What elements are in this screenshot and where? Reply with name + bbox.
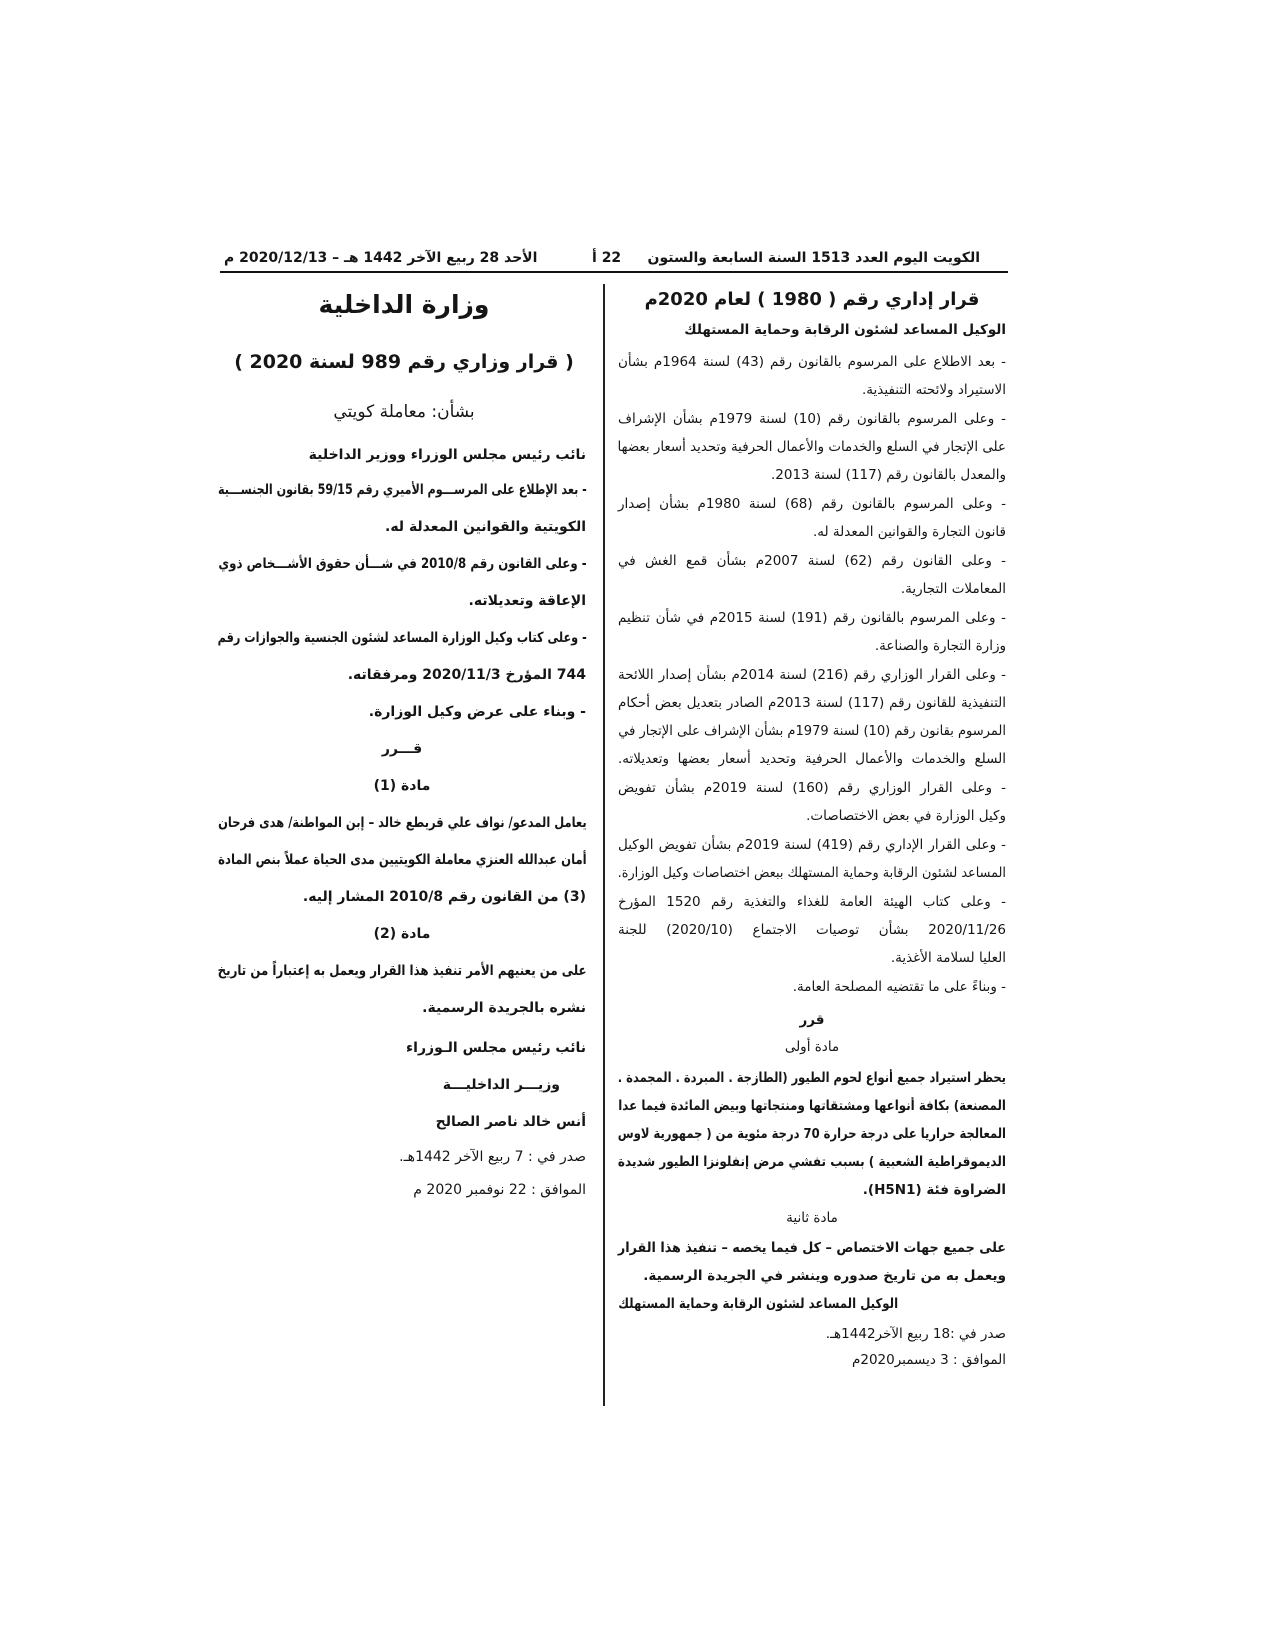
decision-subject: بشأن: معاملة كويتي [333, 402, 475, 422]
preamble-clause [218, 546, 590, 620]
preamble-clause [618, 604, 1006, 660]
text-line: - وعلى القانون رقم 2010/8 في شـــأن حقوق الأشـــخاص ذوي [218, 556, 587, 572]
signature: الوكيل المساعد لشئون الرقابة وحماية المستهلك [618, 1296, 899, 1312]
text-line: - وعلى كتاب وكيل الوزارة المساعد لشئون الجنسية والجوازات رقم [217, 630, 587, 646]
issue-date-gregorian: الموافق : 22 نوفمبر 2020 م [413, 1182, 586, 1198]
issuer-line: نائب رئيس مجلس الوزراء ووزير الداخلية [308, 447, 586, 463]
text-line: - وعلى المرسوم بالقانون رقم (68) لسنة 1980م بشأن إصدار [618, 496, 1006, 512]
text-line: - بعد الاطلاع على المرسوم بالقانون رقم (43) لسنة 1964م بشأن [618, 354, 1007, 370]
text-line: ويعمل به من تاريخ صدوره وينشر في الجريدة الرسمية. [643, 1268, 1006, 1284]
preamble-clause [618, 547, 1006, 603]
article-body [218, 805, 590, 916]
text-line: السلع والخدمات والأعمال الحرفية وتحديد أسعار بعضها وتعديلاته. [618, 751, 1006, 767]
article-heading: مادة ثانية [786, 1210, 838, 1226]
text-line: الكويتية والقوانين المعدلة له. [385, 519, 586, 535]
preamble-clause [618, 973, 1006, 1001]
left-column [218, 284, 590, 1207]
text-line: - وعلى القانون رقم (62) لسنة 2007م بشأن قمع الغش في [618, 553, 1006, 569]
header-rule [220, 271, 1008, 273]
issue-dates [218, 1141, 590, 1207]
text-line: الضراوة فئة (H5N1). [862, 1182, 1006, 1198]
text-line: يحظر استيراد جميع أنواع لحوم الطيور (الطازجة . المبردة . المجمدة . [617, 1070, 1006, 1086]
signature-title: وزيـــر الداخليـــة [442, 1077, 560, 1093]
header-page-number: 22 أ [592, 250, 622, 266]
decided-heading: قرر [799, 1012, 825, 1028]
preamble-clause [618, 405, 1006, 489]
article-heading: مادة (1) [373, 778, 431, 794]
preamble-clause [218, 620, 590, 694]
article-body [218, 953, 590, 1027]
text-line: الديموقراطية الشعبية ) بسبب تفشي مرض إنفلونزا الطيور شديدة [617, 1154, 1006, 1170]
text-line: - وبناء على عرض وكيل الوزارة. [368, 704, 586, 720]
text-line: على من يعنيهم الأمر تنفيذ هذا القرار ويعمل به إعتباراً من تاريخ [217, 963, 587, 979]
text-line: نشره بالجريدة الرسمية. [422, 1000, 586, 1016]
article-body [618, 1064, 1006, 1204]
text-line: - وعلى القرار الإداري رقم (419) لسنة 2019م بشأن تفويض الوكيل [618, 837, 1007, 853]
preamble-clause [618, 774, 1006, 830]
preamble-clause [618, 661, 1006, 773]
text-line: - وعلى القرار الوزاري رقم (160) لسنة 2019م بشأن تفويض [618, 780, 1006, 796]
preamble-clause [618, 348, 1006, 404]
text-line: وكيل الوزارة في بعض الاختصاصات. [806, 808, 1006, 824]
text-line: - وعلى كتاب الهيئة العامة للغذاء والتغذية رقم 1520 المؤرخ [618, 894, 1006, 910]
text-line: قانون التجارة والقوانين المعدلة له. [812, 524, 1006, 540]
text-line: 2020/11/26 بشأن توصيات الاجتماع (2020/10) للجنة [618, 922, 1006, 938]
signature-title: نائب رئيس مجلس الـوزراء [406, 1040, 586, 1056]
text-line: - وبناءً على ما تقتضيه المصلحة العامة. [792, 979, 1006, 995]
text-line: على الإتجار في السلع والخدمات والأعمال الحرفية وتحديد أسعار بعضها [617, 439, 1006, 455]
text-line: وزارة التجارة والصناعة. [874, 638, 1006, 654]
text-line: والمعدل بالقانون رقم (117) لسنة 2013. [770, 467, 1006, 483]
preamble-clause [618, 490, 1006, 546]
text-line: الإعاقة وتعديلاته. [468, 593, 586, 609]
issue-date-gregorian: الموافق : 3 ديسمبر2020م [852, 1352, 1006, 1368]
decision-title: قرار إداري رقم ( 1980 ) لعام 2020م [644, 289, 980, 310]
article-heading: مادة أولى [784, 1039, 840, 1055]
issuer-line: الوكيل المساعد لشئون الرقابة وحماية المستهلك [684, 322, 1006, 338]
running-header [220, 247, 1008, 269]
column-divider [603, 284, 605, 1406]
preamble-clause [618, 831, 1006, 887]
text-line: المعالجة حراريا على درجة حرارة 70 درجة مئوية من ( جمهورية لاوس [617, 1126, 1006, 1142]
text-line: على جميع جهات الاختصاص – كل فيما يخصه – تنفيذ هذا القرار [617, 1240, 1006, 1256]
preamble-clause [218, 472, 590, 546]
right-column [618, 284, 1006, 1372]
text-line: أمان عبدالله العنزي معاملة الكويتيين مدى الحياة عملاً بنص المادة [218, 852, 587, 868]
signature-block [218, 1030, 590, 1141]
text-line: - وعلى المرسوم بالقانون رقم (191) لسنة 2015م في شأن تنظيم [618, 610, 1006, 626]
text-line: المرسوم بقانون رقم (10) لسنة 1979م بشأن الإشراف على الإتجار في [618, 723, 1006, 739]
text-line: - وعلى القرار الوزاري رقم (216) لسنة 2014م بشأن إصدار اللائحة [618, 667, 1006, 683]
text-line: المساعد لشئون الرقابة وحماية المستهلك ببعض اختصاصات وكيل الوزارة. [617, 865, 1006, 881]
text-line: الاستيراد ولائحته التنفيذية. [862, 382, 1006, 398]
signature-name: أنس خالد ناصر الصالح [435, 1114, 586, 1130]
decision-number: ( قرار وزاري رقم 989 لسنة 2020 ) [234, 351, 574, 373]
issue-date-hijri: صدر في :18 ربيع الآخر1442هـ. [825, 1326, 1006, 1342]
preamble [618, 348, 1006, 1001]
header-date: الأحد 28 ربيع الآخر 1442 هـ – 2020/12/13 م [224, 250, 538, 266]
issue-date-hijri: صدر في : 7 ربيع الآخر 1442هـ. [399, 1149, 586, 1165]
text-line: (3) من القانون رقم 2010/8 المشار إليه. [302, 889, 586, 905]
text-line: العليا لسلامة الأغذية. [890, 950, 1006, 966]
article-heading: مادة (2) [373, 926, 431, 942]
text-line: التنفيذية للقانون رقم (117) لسنة 2013م الصادر بتعديل بعض أحكام [618, 695, 1007, 711]
text-line: المصنعة) بكافة أنواعها ومشتقاتها ومنتجاتها وبيض المائدة فيما عدا [618, 1098, 1006, 1114]
ministry-title: وزارة الداخلية [318, 290, 490, 319]
text-line: - بعد الإطلاع على المرســـوم الأميري رقم 59/15 بقانون الجنســـية [218, 482, 587, 498]
preamble-clause [218, 694, 590, 731]
header-issue: الكويت اليوم العدد 1513 السنة السابعة والستون [647, 250, 980, 266]
article-body [618, 1234, 1006, 1290]
decided-heading: قـــرر [381, 741, 423, 757]
text-line: يعامل المدعو/ نواف علي قريطع خالد – إبن المواطنة/ هدى فرحان [218, 815, 587, 831]
text-line: - وعلى المرسوم بالقانون رقم (10) لسنة 1979م بشأن الإشراف [618, 411, 1006, 427]
text-line: المعاملات التجارية. [900, 581, 1006, 597]
text-line: 744 المؤرخ 2020/11/3 ومرفقاته. [347, 667, 586, 683]
preamble-clause [618, 888, 1006, 972]
